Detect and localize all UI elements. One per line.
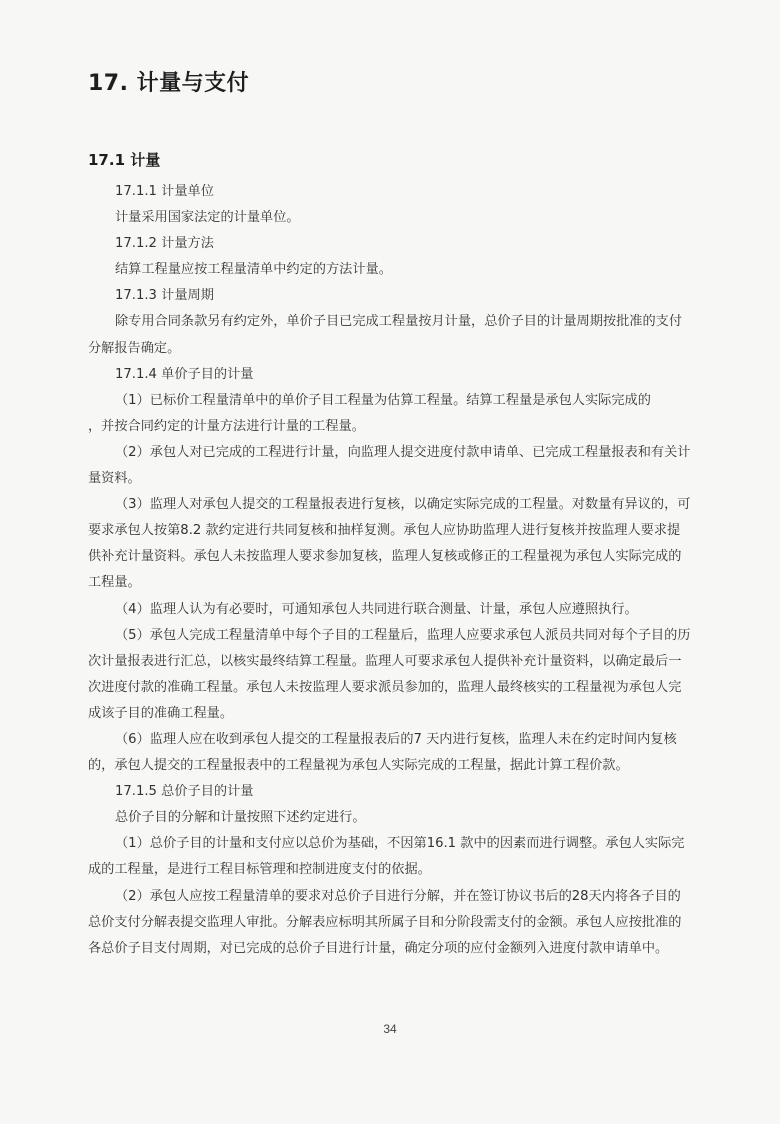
subsection-heading: 17.1.2 计量方法 bbox=[115, 236, 214, 252]
page-number: 34 bbox=[383, 1022, 397, 1036]
paragraph: 除专用合同条款另有约定外，单价子目已完成工程量按月计量，总价子目的计量周期按批准的支付分解报告确定。 bbox=[88, 314, 683, 356]
paragraph: （5）承包人完成工程量清单中每个子目的工程量后，监理人应要求承包人派员共同对每个子目的历次计量报表进行汇总，以核实最终结算工程量。监理人可要求承包人提供补充计量资料，以确定最后一次进度付款的准确工程量。承包人未按监理人要求派员参加的，监理人最终核实的工程量视为承包人完成该子目的准确工程量。 bbox=[88, 627, 691, 721]
section-title: 17.1 计量 bbox=[88, 151, 161, 169]
subsection-heading: 17.1.3 计量周期 bbox=[115, 288, 214, 304]
body-text bbox=[88, 179, 692, 962]
paragraph: （1）总价子目的计量和支付应以总价为基础，不因第16.1 款中的因素而进行调整。承包人实际完成的工程量，是进行工程目标管理和控制进度支付的依据。 bbox=[88, 836, 685, 878]
subsection-heading: 17.1.5 总价子目的计量 bbox=[115, 784, 254, 800]
subsection-heading: 17.1.4 单价子目的计量 bbox=[115, 366, 254, 382]
paragraph: （2）承包人对已完成的工程进行计量，向监理人提交进度付款申请单、已完成工程量报表和有关计量资料。 bbox=[88, 444, 691, 487]
paragraph: 总价子目的分解和计量按照下述约定进行。 bbox=[115, 810, 366, 826]
paragraph: （3）监理人对承包人提交的工程量报表进行复核，以确定实际完成的工程量。对数量有异议的，可要求承包人按第8.2 款约定进行共同复核和抽样复测。承包人应协助监理人进行复核并按监理人要求提供补充计量资料。承包人未按监理人要求参加复核，监理人复核或修正的工程量视为承包人实际完成的工程量。 bbox=[88, 497, 691, 591]
subsection-heading: 17.1.1 计量单位 bbox=[115, 184, 214, 199]
paragraph: 结算工程量应按工程量清单中约定的方法计量。 bbox=[115, 262, 392, 278]
paragraph: （2）承包人应按工程量清单的要求对总价子目进行分解，并在签订协议书后的28天内将各子目的总价支付分解表提交监理人审批。分解表应标明其所属子目和分阶段需支付的金额。承包人应按批准的各总价子目支付周期，对已完成的总价子目进行计量，确定分项的应付金额列入进度付款申请单中。 bbox=[88, 888, 682, 956]
paragraph: （4）监理人认为有必要时，可通知承包人共同进行联合测量、计量，承包人应遵照执行。 bbox=[115, 601, 638, 617]
paragraph: （6）监理人应在收到承包人提交的工程量报表后的7 天内进行复核，监理人未在约定时间内复核的，承包人提交的工程量报表中的工程量视为承包人实际完成的工程量，据此计算工程价款。 bbox=[88, 731, 677, 774]
chapter-title: 17. 计量与支付 bbox=[88, 71, 250, 96]
paragraph-continuation: ，并按合同约定的计量方法进行计量的工程量。 bbox=[88, 418, 365, 434]
paragraph: 计量采用国家法定的计量单位。 bbox=[115, 210, 300, 226]
paragraph: （1）已标价工程量清单中的单价子目工程量为估算工程量。结算工程量是承包人实际完成的 bbox=[115, 392, 651, 408]
